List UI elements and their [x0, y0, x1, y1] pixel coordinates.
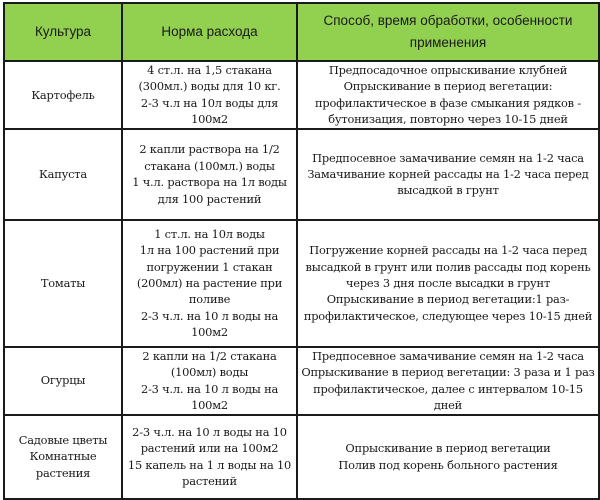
culture-name: Томаты — [40, 275, 86, 290]
rate-line: 2-3 ч.л на 10л воды для 100м2 — [140, 95, 279, 127]
culture-cell — [4, 415, 122, 499]
rate-line: 1 ст.л. на 10л воды — [154, 226, 265, 241]
culture-cell — [4, 220, 122, 347]
table-row-tomatoes — [4, 220, 599, 347]
culture-cell — [4, 347, 122, 415]
method-line: Замачивание корней рассады на 1-2 часа перед высадкой в грунт — [307, 166, 589, 198]
method-line: Опрыскивание в период вегетации:1 раз-профилактическое, следующее через 10-15 дней — [303, 292, 593, 323]
rate-line: 2-3 ч.л. на 10 л воды на 100м2 — [140, 308, 279, 340]
table-row-cabbage — [4, 129, 599, 220]
rate-line: 1 ч.л. раствора на 1л воды для 100 растений — [132, 175, 287, 206]
method-cell — [297, 129, 599, 220]
rate-line: 1л на 100 растений при погружении 1 стакан (200мл) на растение при поливе — [136, 243, 283, 307]
method-line: Опрыскивание в период вегетации: профилактическое в фазе смыкания рядков - бутонизация, повторно через 10-15 дней — [315, 79, 581, 127]
header-row — [4, 3, 599, 61]
method-cell — [297, 61, 599, 129]
rate-line: 2 капли на 1/2 стакана (100мл) воды — [142, 348, 277, 380]
method-cell — [297, 347, 599, 415]
method-line: Опрыскивание в период вегетации — [345, 441, 551, 456]
table-row-potato — [4, 61, 599, 129]
method-line: Погружение корней рассады на 1-2 часа перед высадкой в грунт или полив рассады под корень через 3 дня после высадки в грунт — [305, 243, 591, 290]
rate-cell — [122, 415, 297, 499]
method-line: Предпосевное замачивание семян на 1-2 часа — [312, 348, 584, 363]
rate-cell — [122, 129, 297, 220]
rate-cell — [122, 61, 297, 129]
rate-line: 2-3 ч.л. на 10 л воды на 10 растений или на 100м2 — [132, 424, 287, 456]
table-row-cucumbers — [4, 347, 599, 415]
method-line: Опрыскивание в период вегетации: 3 раза и 1 раз профилактическое, далее с интервалом 10-15 дней — [301, 365, 595, 413]
method-cell — [297, 220, 599, 347]
method-line: Полив под корень больного растения — [338, 457, 558, 472]
table-row-flowers — [4, 415, 599, 499]
culture-cell — [4, 61, 122, 129]
culture-name: Картофель — [31, 87, 95, 102]
culture-cell — [4, 129, 122, 220]
culture-name: Комнатные растения — [29, 449, 97, 480]
culture-name: Капуста — [39, 166, 87, 181]
header-method: Способ, время обработки, особенности применения — [297, 3, 599, 61]
rate-line: 15 капель на 1 л воды на 10 растений — [127, 457, 292, 489]
rate-line: 4 ст.л. на 1,5 стакана (300мл.) воды для 10 кг. — [138, 63, 281, 94]
method-cell — [297, 415, 599, 499]
rate-line: 2 капли раствора на 1/2 стакана (100мл.) воды — [139, 142, 280, 173]
method-line: Предпосевное замачивание семян на 1-2 часа — [312, 150, 584, 165]
rate-cell — [122, 347, 297, 415]
header-rate: Норма расхода — [122, 3, 297, 61]
rate-line: 2-3 ч.л. на 10 л воды на 100м2 — [140, 381, 279, 413]
culture-name: Огурцы — [40, 373, 86, 388]
culture-name: Садовые цветы — [18, 433, 108, 448]
plant-treatment-table — [3, 2, 600, 500]
method-line: Предпосадочное опрыскивание клубней — [328, 63, 568, 77]
rate-cell — [122, 220, 297, 347]
header-culture: Культура — [4, 3, 122, 61]
